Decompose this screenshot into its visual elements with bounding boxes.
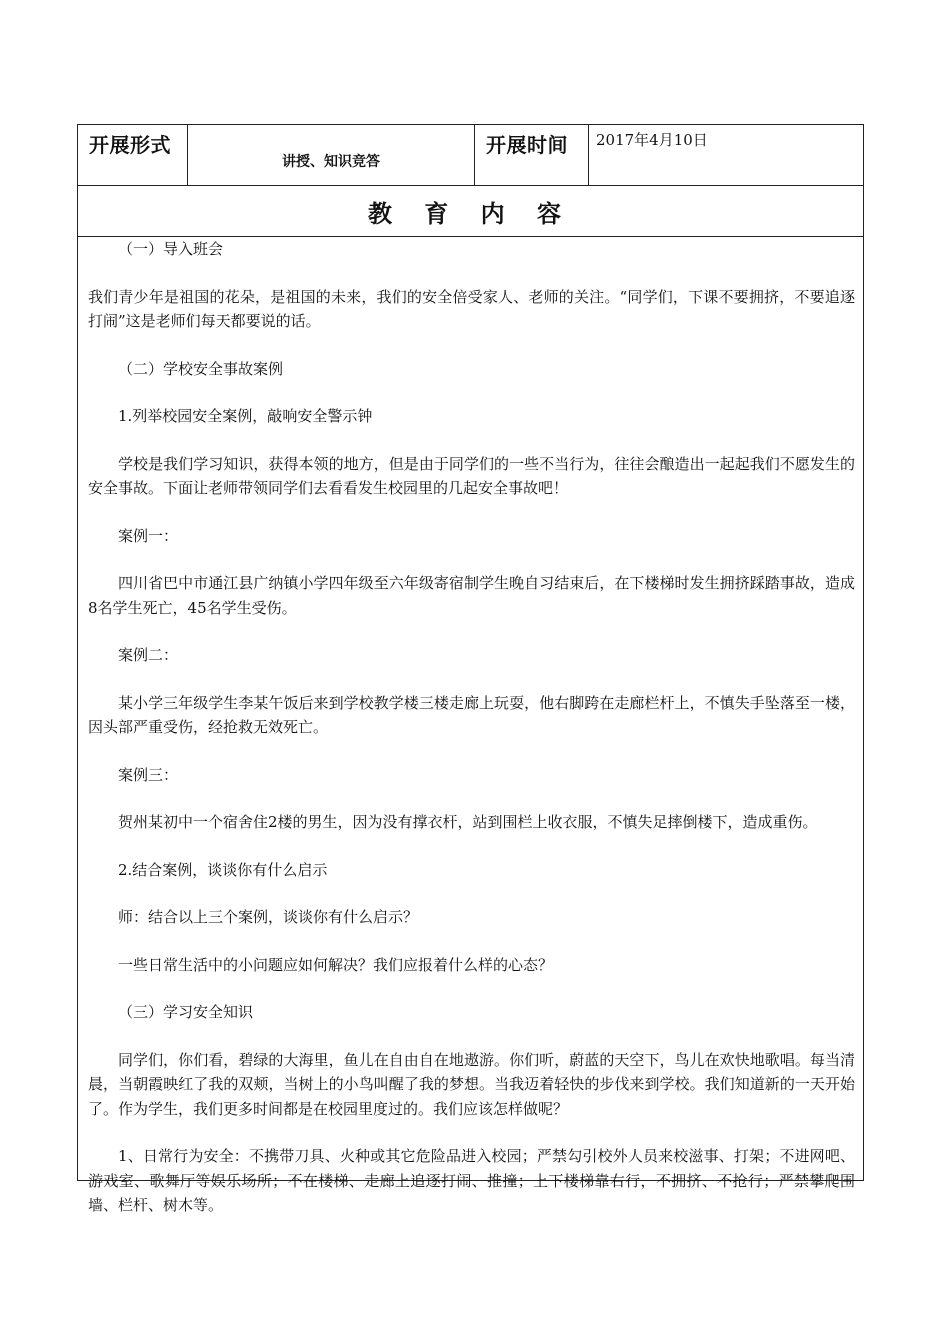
- subheading: 1.列举校园安全案例，敲响安全警示钟: [118, 407, 373, 425]
- paragraph: 1、日常行为安全：不携带刀具、火种或其它危险品进入校园；严禁勾引校外人员来校滋事、打架；不进网吧、游戏室、歌舞厅等娱乐场所；不在楼梯、走廊上追逐打闹、推撞；上下楼梯靠右行，不拥挤、不抢行；严禁攀爬围墙、栏杆、树木等。: [88, 1147, 855, 1214]
- paragraph: 贺州某初中一个宿舍住2楼的男生，因为没有撑衣杆，站到围栏上收衣服，不慎失足摔倒楼下，造成重伤。: [118, 813, 818, 831]
- method-value-cell: [188, 125, 475, 185]
- activity-record-table: [77, 124, 864, 1214]
- education-content: [78, 237, 863, 1218]
- method-value: 讲授、知识竞答: [282, 154, 380, 170]
- time-label: 开展时间: [486, 133, 568, 157]
- paragraph: 某小学三年级学生李某午饭后来到学校教学楼三楼走廊上玩耍，他右脚跨在走廊栏杆上，不慎失手坠落至一楼，因头部严重受伤，经抢救无效死亡。: [88, 693, 855, 736]
- case-label: 案例三：: [118, 765, 179, 784]
- heading-knowledge: （三）学习安全知识: [118, 1003, 254, 1021]
- subheading: 2.结合案例，谈谈你有什么启示: [118, 860, 328, 879]
- section-title: 教 育 内 容: [78, 186, 863, 237]
- heading-cases: （二）学校安全事故案例: [118, 359, 284, 378]
- time-label-cell: [475, 125, 589, 185]
- paragraph: 一些日常生活中的小问题应如何解决？我们应报着什么样的心态？: [118, 955, 554, 974]
- case-label: 案例一：: [118, 526, 179, 545]
- case-label: 案例二：: [118, 646, 179, 664]
- heading-intro: （一）导入班会: [118, 240, 224, 258]
- method-label-cell: [78, 125, 188, 185]
- paragraph: 师：结合以上三个案例，谈谈你有什么启示？: [118, 908, 419, 926]
- method-label: 开展形式: [89, 133, 171, 157]
- paragraph: 同学们，你们看，碧绿的大海里，鱼儿在自由自在地遨游。你们听，蔚蓝的天空下，鸟儿在欢快地歌唱。每当清晨，当朝霞映红了我的双颊，当树上的小鸟叫醒了我的梦想。当我迈着轻快的步伐来到学校。我们知道新的一天开始了。作为学生，我们更多时间都是在校园里度过的。我们应该怎样做呢？: [88, 1050, 855, 1118]
- time-value-cell: [589, 125, 863, 185]
- info-row: [78, 125, 863, 186]
- paragraph: 学校是我们学习知识，获得本领的地方，但是由于同学们的一些不当行为，往往会酿造出一起起我们不愿发生的安全事故。下面让老师带领同学们去看看发生校园里的几起安全事故吧！: [88, 454, 855, 497]
- paragraph: 我们青少年是祖国的花朵，是祖国的未来，我们的安全倍受家人、老师的关注。“同学们，下课不要拥挤，不要追逐打闹”这是老师们每天都要说的话。: [88, 287, 855, 330]
- paragraph: 四川省巴中市通江县广纳镇小学四年级至六年级寄宿制学生晚自习结束后，在下楼梯时发生拥挤踩踏事故，造成8名学生死亡，45名学生受伤。: [88, 574, 855, 617]
- time-value: 2017年4月10日: [596, 131, 708, 149]
